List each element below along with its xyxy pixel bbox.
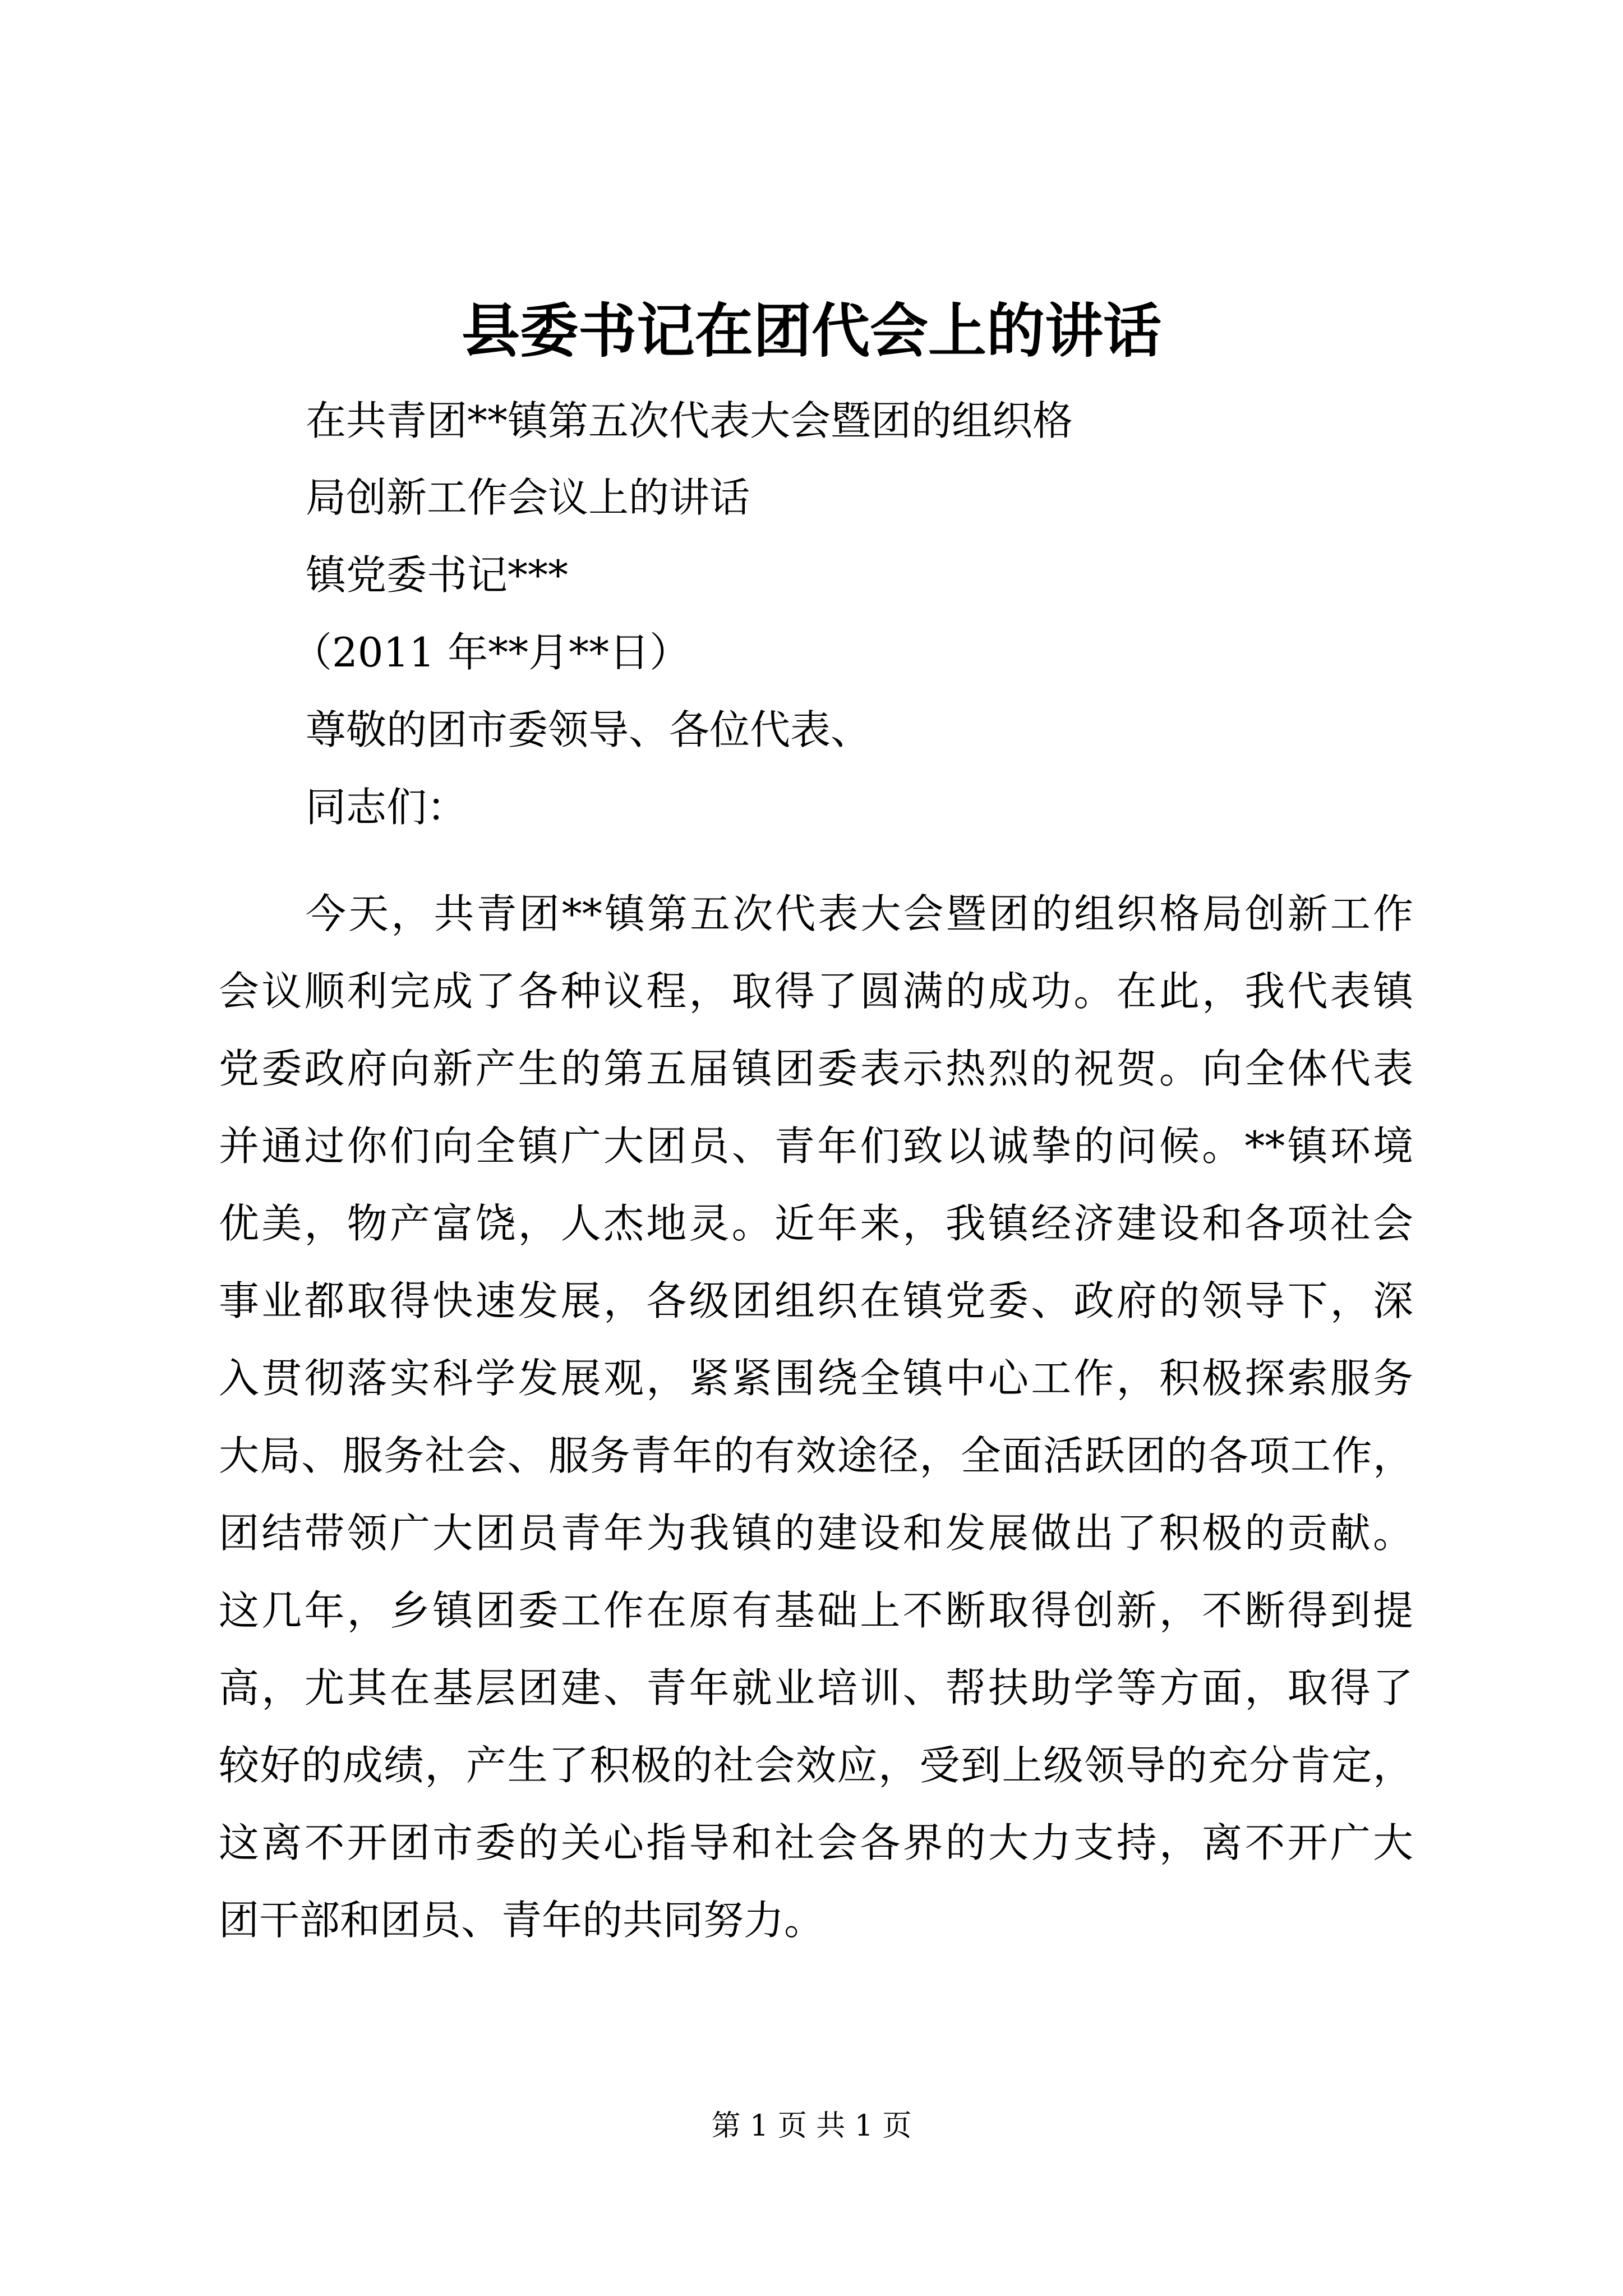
page-footer: 第 1 页 共 1 页 bbox=[711, 2109, 912, 2143]
body-line: 今天，共青团**镇第五次代表大会暨团的组织格局创新工作 bbox=[306, 890, 1413, 937]
body-line: 这几年，乡镇团委工作在原有基础上不断取得创新，不断得到提 bbox=[219, 1587, 1413, 1634]
body-line: 优美，物产富饶，人杰地灵。近年来，我镇经济建设和各项社会 bbox=[219, 1200, 1413, 1247]
body-line: 较好的成绩，产生了积极的社会效应，受到上级领导的充分肯定， bbox=[219, 1742, 1413, 1789]
body-line: 团干部和团员、青年的共同努力。 bbox=[219, 1897, 825, 1944]
body-line: 团结带领广大团员青年为我镇的建设和发展做出了积极的贡献。 bbox=[219, 1510, 1413, 1557]
document-title: 县委书记在团代会上的讲话 bbox=[461, 296, 1161, 365]
body-line: 党委政府向新产生的第五届镇团委表示热烈的祝贺。向全体代表 bbox=[219, 1045, 1413, 1092]
body-line: 这离不开团市委的关心指导和社会各界的大力支持，离不开广大 bbox=[219, 1819, 1413, 1866]
body-line: 事业都取得快速发展，各级团组织在镇党委、政府的领导下，深 bbox=[219, 1277, 1413, 1324]
body-line: 会议顺利完成了各种议程，取得了圆满的成功。在此，我代表镇 bbox=[219, 968, 1413, 1015]
speaker-line: 镇党委书记*** bbox=[306, 551, 569, 599]
body-line: 入贯彻落实科学发展观，紧紧围绕全镇中心工作，积极探索服务 bbox=[219, 1355, 1413, 1402]
subtitle-line-1: 在共青团**镇第五次代表大会暨团的组织格 bbox=[306, 397, 1073, 444]
body-line: 大局、服务社会、服务青年的有效途径，全面活跃团的各项工作， bbox=[219, 1432, 1413, 1479]
date-line: （2011 年**月**日） bbox=[292, 629, 690, 676]
salutation-line-2: 同志们： bbox=[306, 784, 468, 831]
body-line: 高，尤其在基层团建、青年就业培训、帮扶助学等方面，取得了 bbox=[219, 1664, 1413, 1711]
body-paragraph bbox=[219, 875, 1413, 1959]
salutation-line-1: 尊敬的团市委领导、各位代表、 bbox=[306, 706, 872, 753]
subtitle-line-2: 局创新工作会议上的讲话 bbox=[306, 474, 750, 521]
body-line: 并通过你们向全镇广大团员、青年们致以诚挚的问候。**镇环境 bbox=[219, 1122, 1413, 1170]
